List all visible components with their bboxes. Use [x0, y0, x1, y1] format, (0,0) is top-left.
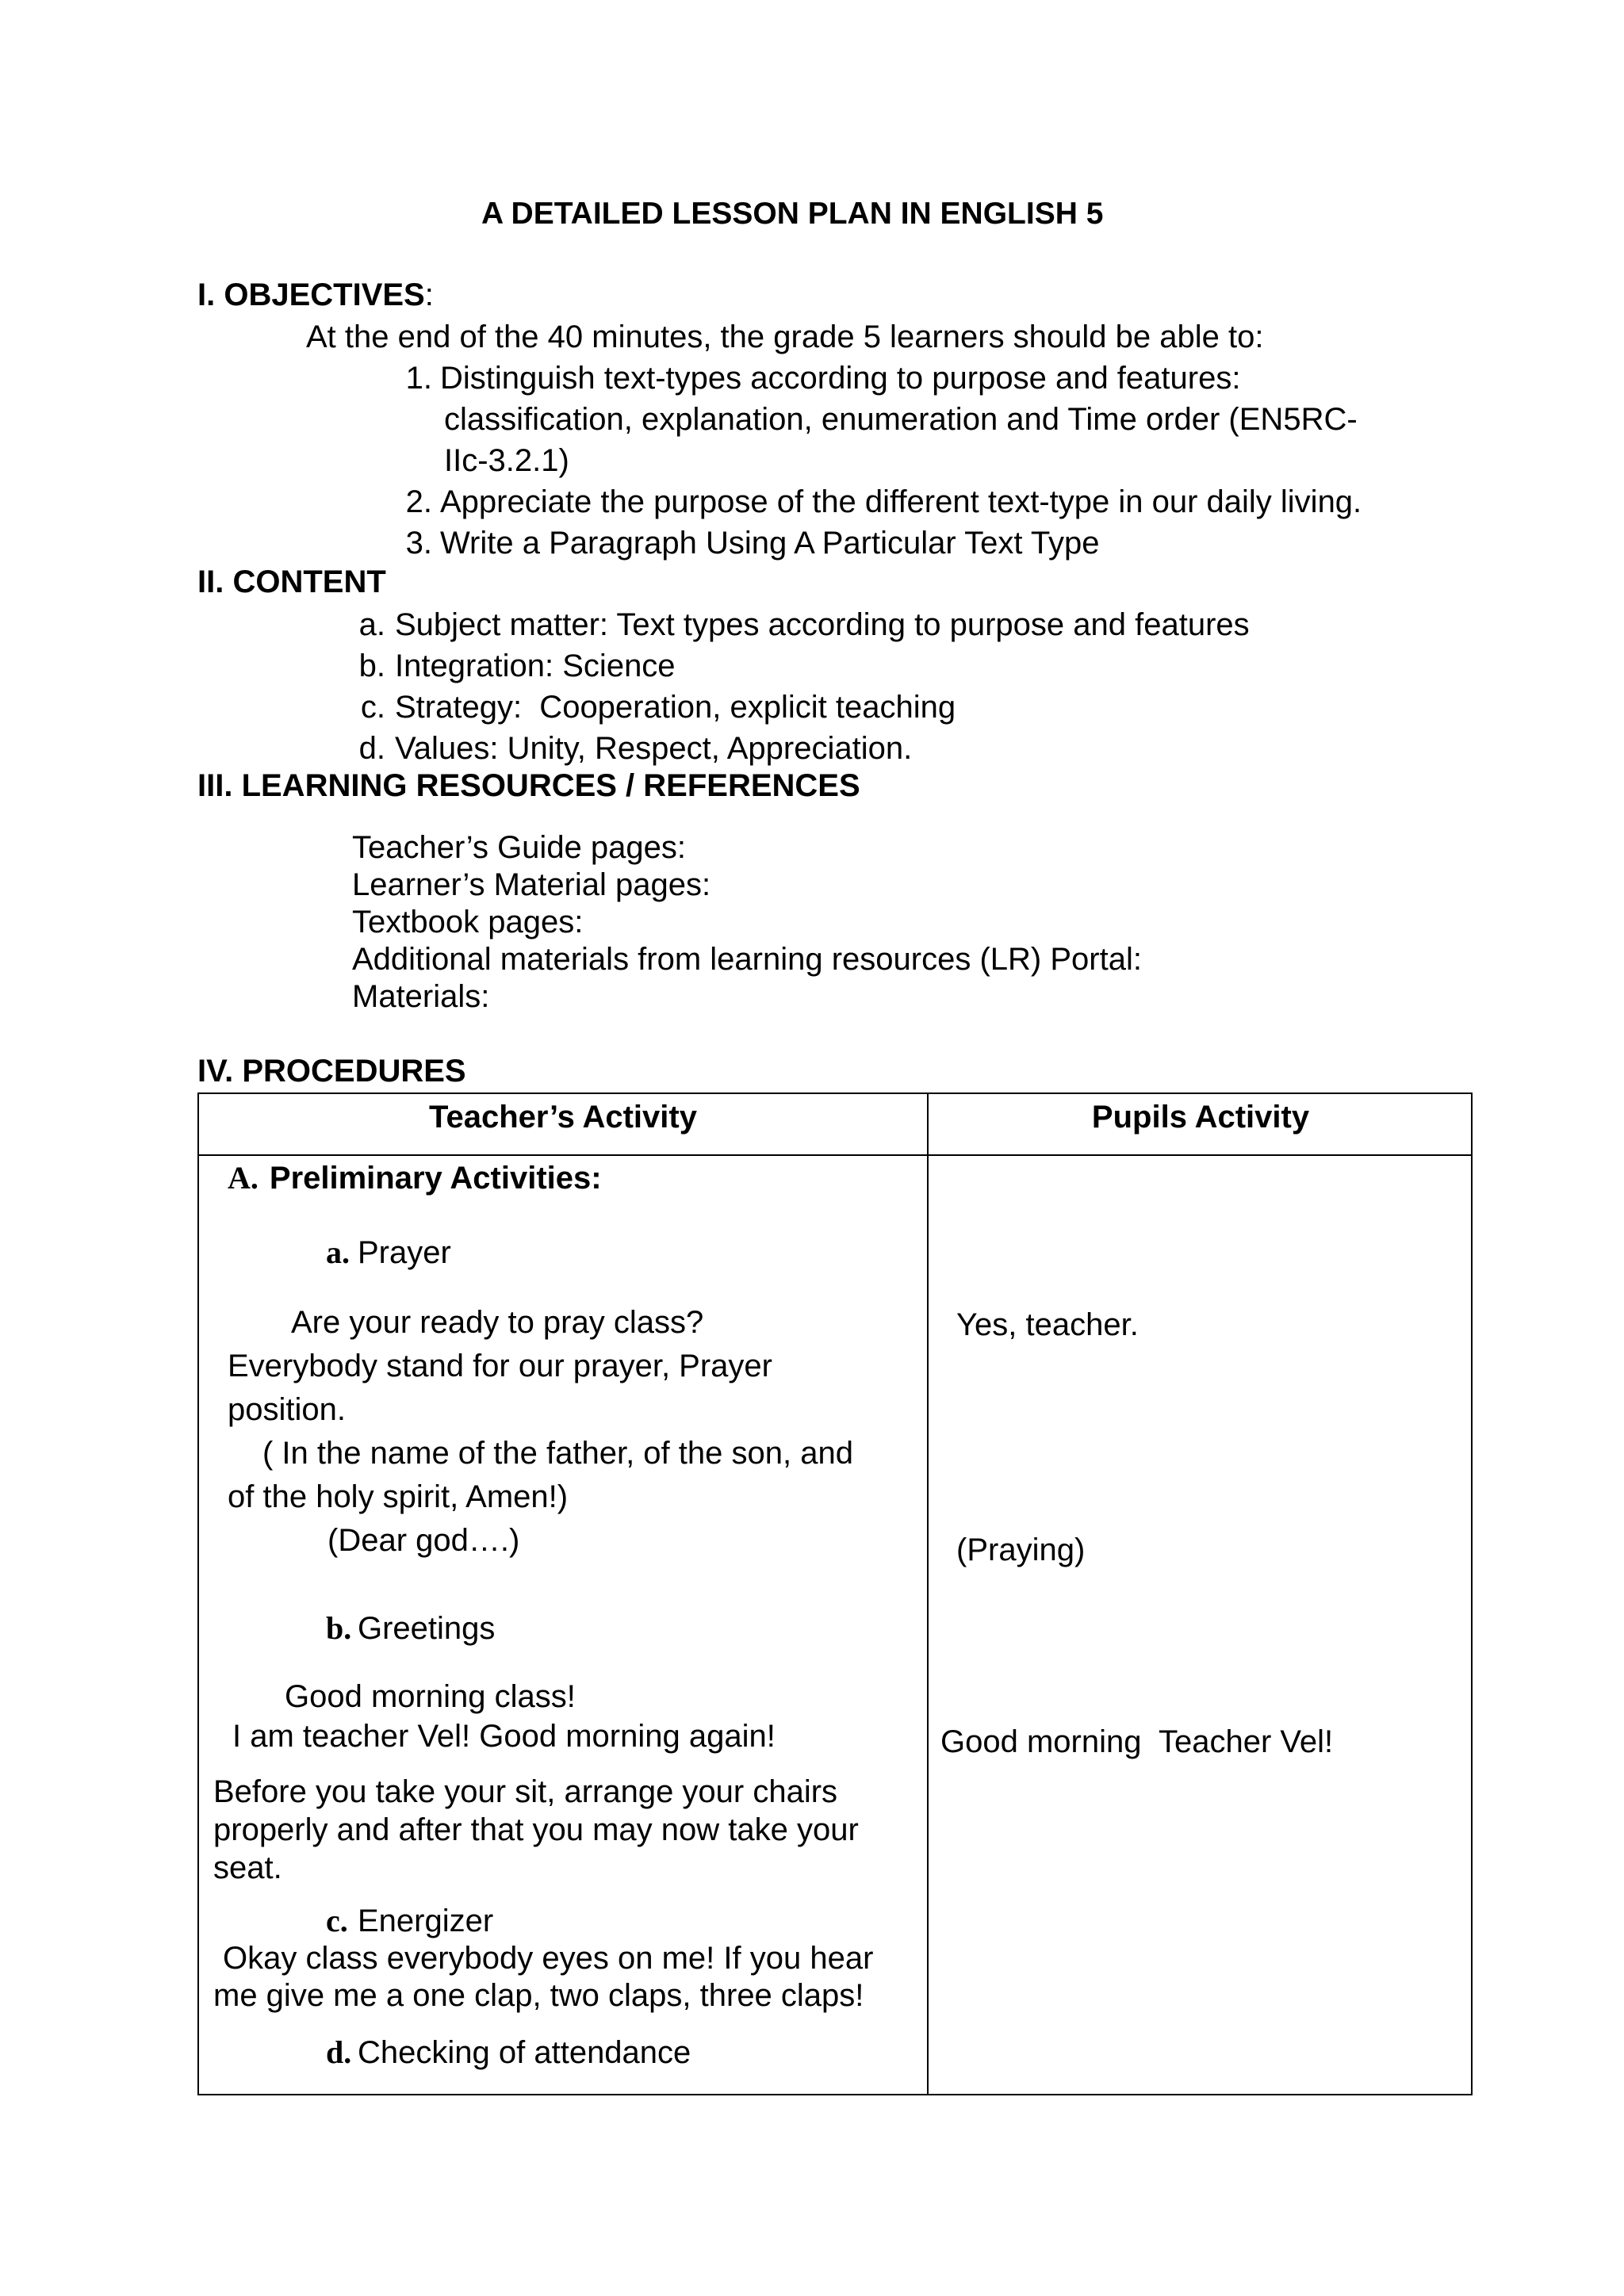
prayer-line-6: (Dear god….): [327, 1523, 520, 1558]
resources-heading: III. LEARNING RESOURCES / REFERENCES: [197, 768, 860, 803]
objective-1-line-1: Distinguish text-types according to purpose and features:: [440, 361, 1241, 396]
resource-materials: Materials:: [352, 979, 490, 1014]
content-item-b: [341, 645, 676, 687]
attendance-label: Checking of attendance: [358, 2035, 691, 2070]
attendance-letter: d.: [326, 2034, 352, 2070]
objective-1-line-3: IIc-3.2.1): [444, 443, 569, 478]
seat-line-1: Before you take your sit, arrange your chairs: [213, 1774, 838, 1809]
pupil-response-yes: Yes, teacher.: [956, 1307, 1139, 1342]
energizer-subheading: [326, 1902, 493, 1940]
section-a-letter: A.: [228, 1160, 259, 1196]
objectives-intro: At the end of the 40 minutes, the grade 5 learners should be able to:: [306, 320, 1264, 354]
prayer-letter: a.: [326, 1234, 350, 1270]
content-item-a-text: Subject matter: Text types according to purpose and features: [395, 607, 1250, 642]
objective-3: [385, 522, 1100, 564]
prayer-line-4: ( In the name of the father, of the son, and: [262, 1436, 853, 1471]
procedures-heading: IV. PROCEDURES: [197, 1054, 466, 1089]
content-heading: II. CONTENT: [197, 564, 386, 599]
greeting-line-1: Good morning class!: [285, 1679, 576, 1714]
content-item-c-letter: c.: [360, 690, 385, 725]
resource-learners-material: Learner’s Material pages:: [352, 867, 711, 902]
objectives-heading-text: I. OBJECTIVES: [197, 277, 425, 312]
table-header-divider: [199, 1154, 1471, 1156]
resource-textbook: Textbook pages:: [352, 905, 584, 939]
content-item-d-text: Values: Unity, Respect, Appreciation.: [395, 731, 913, 766]
preliminary-activities-heading: [228, 1157, 602, 1200]
energizer-letter: c.: [326, 1903, 348, 1938]
objective-1-line-2: classification, explanation, enumeration and Time order (EN5RC-: [444, 402, 1358, 437]
document-title: A DETAILED LESSON PLAN IN ENGLISH 5: [481, 197, 1104, 231]
attendance-subheading: [326, 2034, 691, 2072]
prayer-line-5: of the holy spirit, Amen!): [228, 1479, 569, 1514]
objective-1-number: 1.: [405, 361, 432, 396]
objective-3-line-1: Write a Paragraph Using A Particular Text Type: [440, 526, 1100, 561]
content-item-a-letter: a.: [358, 607, 385, 642]
objectives-heading: [197, 277, 434, 313]
objectives-heading-colon: :: [424, 277, 434, 312]
pupil-response-praying: (Praying): [956, 1533, 1086, 1567]
content-item-c-text: Strategy: Cooperation, explicit teaching: [395, 690, 956, 725]
greetings-subheading: [326, 1607, 495, 1650]
content-item-b-letter: b.: [358, 649, 385, 683]
table-column-divider: [927, 1094, 929, 2094]
prayer-line-3: position.: [228, 1392, 346, 1427]
content-item-c: [341, 687, 956, 728]
objective-2: [385, 481, 1362, 522]
prayer-label: Prayer: [358, 1235, 451, 1270]
resource-lr-portal: Additional materials from learning resources (LR) Portal:: [352, 942, 1142, 977]
greetings-letter: b.: [326, 1610, 352, 1646]
objective-1: [385, 358, 1240, 399]
prayer-line-1: Are your ready to pray class?: [291, 1305, 704, 1340]
pupils-activity-header: Pupils Activity: [1091, 1100, 1310, 1135]
resource-teachers-guide: Teacher’s Guide pages:: [352, 830, 687, 865]
prayer-line-2: Everybody stand for our prayer, Prayer: [228, 1349, 772, 1383]
energizer-line-1: Okay class everybody eyes on me! If you hear: [223, 1941, 874, 1976]
seat-line-3: seat.: [213, 1850, 282, 1885]
procedures-table: [197, 1093, 1473, 2095]
seat-line-2: properly and after that you may now take your: [213, 1812, 859, 1847]
energizer-label: Energizer: [358, 1904, 494, 1938]
energizer-line-2: me give me a one clap, two claps, three claps!: [213, 1978, 864, 2013]
objective-2-line-1: Appreciate the purpose of the different text-type in our daily living.: [440, 484, 1362, 519]
objective-3-number: 3.: [405, 526, 432, 561]
section-a-title: Preliminary Activities:: [269, 1161, 602, 1196]
content-item-d: [341, 728, 912, 769]
objective-2-number: 2.: [405, 484, 432, 519]
greetings-label: Greetings: [358, 1611, 496, 1646]
greeting-line-2: I am teacher Vel! Good morning again!: [232, 1719, 776, 1754]
teacher-activity-header: Teacher’s Activity: [429, 1100, 697, 1135]
content-item-d-letter: d.: [358, 731, 385, 766]
prayer-subheading: [326, 1231, 451, 1274]
content-item-a: [341, 604, 1250, 645]
pupil-response-good-morning: Good morning Teacher Vel!: [940, 1724, 1334, 1759]
content-item-b-text: Integration: Science: [395, 649, 676, 683]
